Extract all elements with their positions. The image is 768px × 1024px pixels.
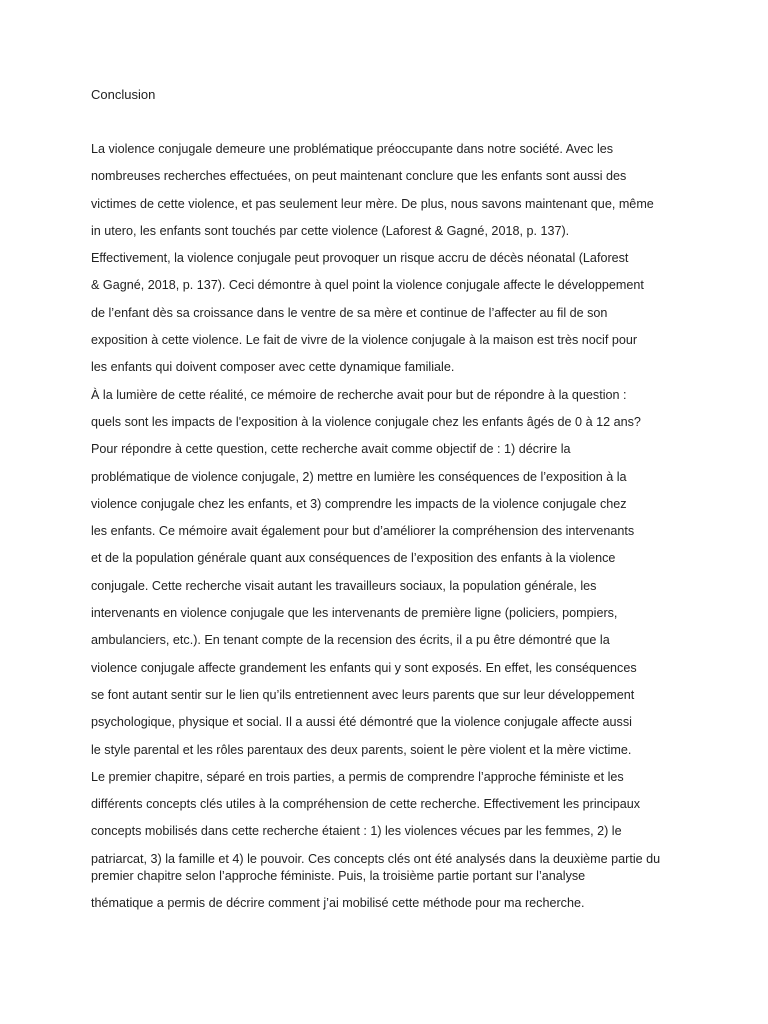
text-line: psychologique, physique et social. Il a aussi été démontré que la violence conjugale affecte aussi <box>91 715 632 730</box>
body-text <box>91 140 681 921</box>
text-line: La violence conjugale demeure une problématique préoccupante dans notre société. Avec les <box>91 142 614 156</box>
text-line: exposition à cette violence. Le fait de vivre de la violence conjugale à la maison est très nocif pour <box>91 333 638 348</box>
text-line: ambulanciers, etc.). En tenant compte de la recension des écrits, il a pu être démontré que la <box>91 633 610 648</box>
text-line: thématique a permis de décrire comment j’ai mobilisé cette méthode pour ma recherche. <box>91 896 585 911</box>
text-line: de l’enfant dès sa croissance dans le ventre de sa mère et continue de l’affecter au fil de son <box>91 305 608 320</box>
text-line: quels sont les impacts de l'exposition à la violence conjugale chez les enfants âgés de 0 à 12 ans? <box>91 414 641 429</box>
text-line: intervenants en violence conjugale que les intervenants de première ligne (policiers, pompiers, <box>91 606 618 621</box>
document-page <box>91 86 681 921</box>
text-line: À la lumière de cette réalité, ce mémoire de recherche avait pour but de répondre à la question : <box>91 387 627 402</box>
text-line: victimes de cette violence, et pas seulement leur mère. De plus, nous savons maintenant que, même <box>91 196 654 211</box>
text-line: Effectivement, la violence conjugale peut provoquer un risque accru de décès néonatal (Laforest <box>91 251 629 266</box>
text-line: Le premier chapitre, séparé en trois parties, a permis de comprendre l’approche féministe et les <box>91 769 624 784</box>
text-line: premier chapitre selon l’approche féministe. Puis, la troisième partie portant sur l’analyse <box>91 868 586 883</box>
text-line: & Gagné, 2018, p. 137). Ceci démontre à quel point la violence conjugale affecte le développement <box>91 278 644 293</box>
text-line: se font autant sentir sur le lien qu’ils entretiennent avec leurs parents que sur leur développement <box>91 687 635 702</box>
text-line: patriarcat, 3) la famille et 4) le pouvoir. Ces concepts clés ont été analysés dans la deuxième partie du <box>91 851 661 866</box>
text-line: différents concepts clés utiles à la compréhension de cette recherche. Effectivement les principaux <box>91 797 641 812</box>
text-line: Pour répondre à cette question, cette recherche avait comme objectif de : 1) décrire la <box>91 442 571 457</box>
section-heading: Conclusion <box>91 87 156 102</box>
text-line: problématique de violence conjugale, 2) mettre en lumière les conséquences de l’exposition à la <box>91 469 627 484</box>
text-line: nombreuses recherches effectuées, on peut maintenant conclure que les enfants sont aussi des <box>91 169 627 184</box>
text-line: le style parental et les rôles parentaux des deux parents, soient le père violent et la mère victime. <box>91 742 632 757</box>
text-line: les enfants. Ce mémoire avait également pour but d’améliorer la compréhension des intervenants <box>91 524 635 539</box>
text-line: concepts mobilisés dans cette recherche étaient : 1) les violences vécues par les femmes, 2) le <box>91 824 622 839</box>
text-line: conjugale. Cette recherche visait autant les travailleurs sociaux, la population générale, les <box>91 578 597 593</box>
text-line: in utero, les enfants sont touchés par cette violence (Laforest & Gagné, 2018, p. 137). <box>91 223 570 238</box>
text-line: violence conjugale affecte grandement les enfants qui y sont exposés. En effet, les conséquences <box>91 660 637 675</box>
text-line: les enfants qui doivent composer avec cette dynamique familiale. <box>91 360 455 375</box>
text-line: violence conjugale chez les enfants, et 3) comprendre les impacts de la violence conjugale chez <box>91 496 627 511</box>
text-line: et de la population générale quant aux conséquences de l’exposition des enfants à la violence <box>91 551 616 566</box>
